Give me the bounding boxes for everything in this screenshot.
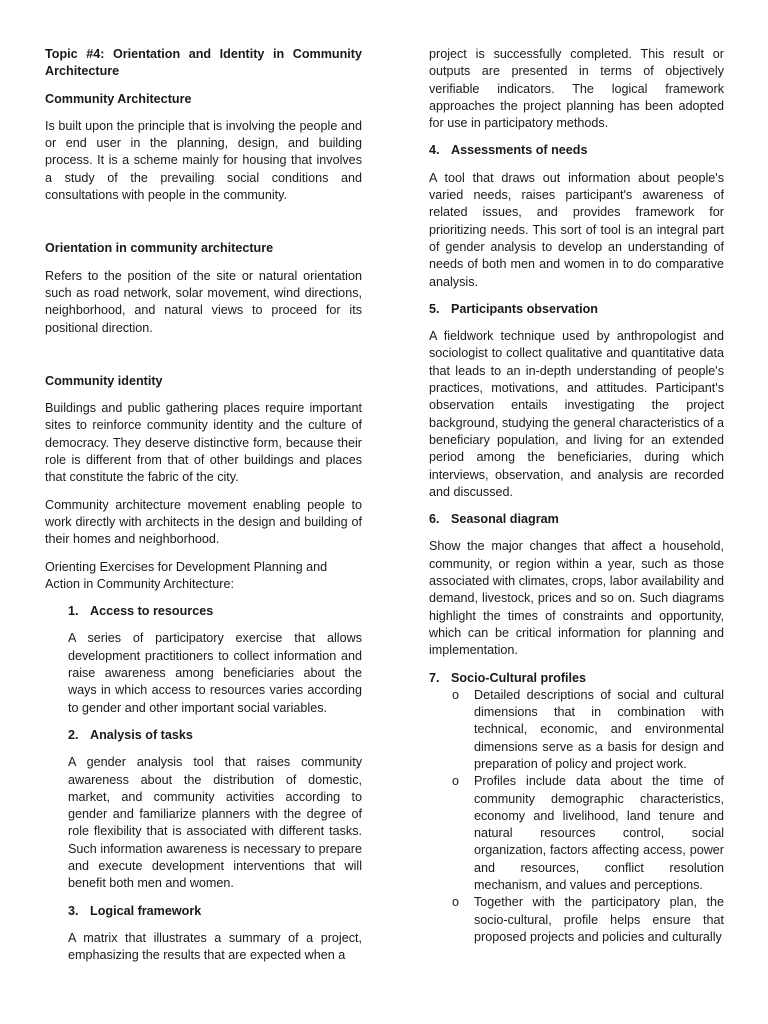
orientation-text: Refers to the position of the site or natural orientation such as road network, solar movement, wind directions, neighborhood, and natural views to proceed for its positional direction. <box>45 268 362 335</box>
item-7-title: Socio-Cultural profiles <box>451 670 587 685</box>
item-5-title: Participants observation <box>451 301 598 316</box>
item-4-number: 4. <box>429 143 440 158</box>
bullet-text: Detailed descriptions of social and cultural dimensions that in combination with technical, economic, and environmental dimensions serve as a basis for design and preparation of policy and project work. <box>474 687 724 771</box>
item-6-number: 6. <box>429 512 440 527</box>
item-1-title: Access to resources <box>90 604 214 619</box>
socio-cultural-bullet-list <box>452 687 724 946</box>
item-2-title: Analysis of tasks <box>90 727 193 742</box>
item-4-title: Assessments of needs <box>451 143 588 158</box>
item-2-text: A gender analysis tool that raises community awareness about the distribution of domestic, market, and community activities according to gender and familiarize planners with the degree of role flexibility that is associated with different tasks. Such information awareness is necessary to prepare and execute development interventions that will benefit both men and women. <box>68 755 362 891</box>
bullet-text: Profiles include data about the time of community demographic characteristics, economy and livelihood, land tenure and natural resources control, social organization, factors affecting access, power and resources, conflict resolution mechanism, and values and perceptions. <box>474 774 724 893</box>
item-5-heading <box>429 301 724 318</box>
community-architecture-text: Is built upon the principle that is involving the people and or end user in the planning, design, and building process. It is a scheme mainly for housing that involves a study of the prevailing social conditions and consultations with people in the community. <box>45 118 362 203</box>
list-item <box>452 687 724 773</box>
circle-bullet-icon: o <box>452 895 460 910</box>
item-7-heading <box>429 670 724 687</box>
item-4-heading <box>429 142 724 159</box>
circle-bullet-icon: o <box>452 687 460 702</box>
spacer <box>45 347 362 373</box>
left-column <box>45 46 362 974</box>
topic-title: Topic #4: Orientation and Identity in Community Architecture <box>45 47 362 79</box>
spacer <box>45 214 362 240</box>
item-3-heading <box>68 903 362 920</box>
item-3-text: A matrix that illustrates a summary of a project, emphasizing the results that are expected when a <box>68 930 362 963</box>
item-5-text: A fieldwork technique used by anthropologist and sociologist to collect qualitative and quantitative data that leads to an in-depth understanding of people's practices, motivations, and attitudes. Participant's observation entails investigating the project background, studying the general characteristics of a beneficiary population, and living for an extended period among the beneficiaries, during which interviews, observation, and analysis are recorded and discussed. <box>429 329 724 499</box>
item-5-number: 5. <box>429 301 440 316</box>
item-3-number: 3. <box>68 903 79 918</box>
item-2-number: 2. <box>68 727 79 742</box>
list-item <box>452 773 724 894</box>
identity-paragraph-2: Community architecture movement enabling people to work directly with architects in the design and building of their homes and neighborhood. <box>45 497 362 547</box>
item-7-number: 7. <box>429 670 440 685</box>
right-column <box>429 46 724 946</box>
identity-paragraph-1: Buildings and public gathering places require important sites to reinforce community identity and the culture of democracy. They deserve distinctive form, because their role is different from that of other buildings and places that constitute the fabric of the city. <box>45 401 362 485</box>
item-3-continued-text: project is successfully completed. This result or outputs are presented in terms of objectively verifiable indicators. The logical framework approaches the project planning has been adopted for use in participatory methods. <box>429 47 724 131</box>
item-4-text: A tool that draws out information about people's varied needs, raises participant's awareness of related issues, and provides framework for prioritizing needs. This sort of tool is an integral part of gender analysis to develop an understanding of needs of both men and women in to do comparative analysis. <box>429 170 724 289</box>
circle-bullet-icon: o <box>452 774 460 789</box>
list-item <box>452 894 724 946</box>
bullet-text: Together with the participatory plan, the socio-cultural, profile helps ensure that proposed projects and policies and culturally <box>474 895 724 944</box>
community-architecture-heading: Community Architecture <box>45 91 192 106</box>
item-2-heading <box>68 727 362 744</box>
item-1-number: 1. <box>68 604 79 619</box>
orientation-heading: Orientation in community architecture <box>45 241 274 256</box>
item-6-text: Show the major changes that affect a household, community, or region within a year, such as those associated with climates, crops, labor availability and demand, livestock, prices and so on. Such diagrams highlight the times of constraints and opportunity, which can be critical information for planning and implementation. <box>429 539 724 658</box>
item-3-title: Logical framework <box>90 903 202 918</box>
item-6-title: Seasonal diagram <box>451 512 559 527</box>
item-1-heading <box>68 603 362 620</box>
identity-paragraph-3: Orienting Exercises for Development Planning and Action in Community Architecture: <box>45 559 328 591</box>
item-6-heading <box>429 511 724 528</box>
identity-heading: Community identity <box>45 373 163 388</box>
item-1-text: A series of participatory exercise that allows development practitioners to collect information and raise awareness among beneficiaries about the ways in which access to resources varies according to gender and other important social variables. <box>68 631 362 715</box>
